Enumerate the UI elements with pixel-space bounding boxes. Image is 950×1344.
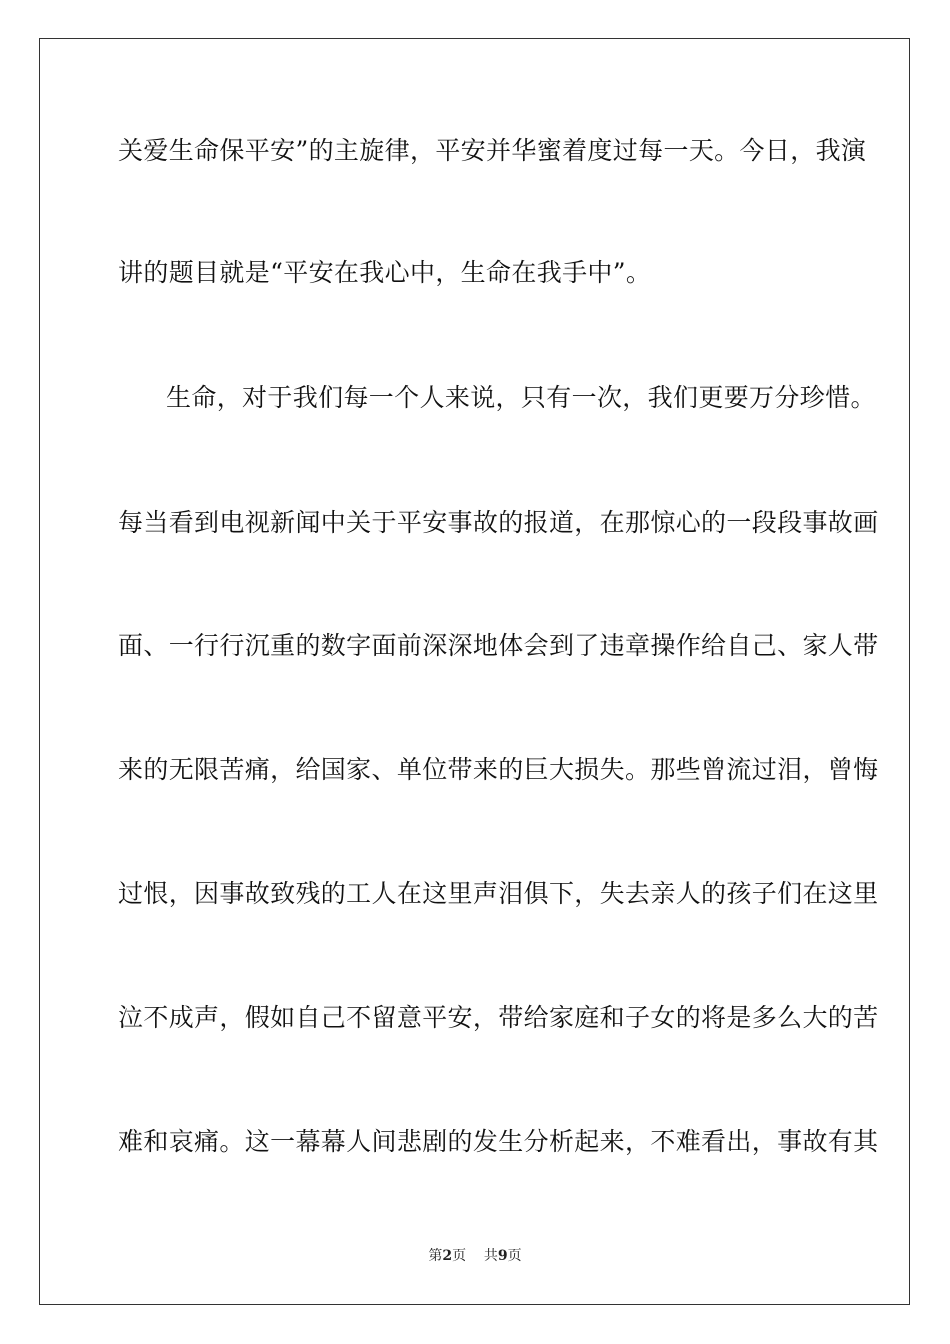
body-text-line: 关爱生命保平安”的主旋律，平安并华蜜着度过每一天。今日，我演 xyxy=(118,136,867,165)
body-text-line: 来的无限苦痛，给国家、单位带来的巨大损失。那些曾流过泪，曾悔 xyxy=(118,755,879,784)
body-text-line: 讲的题目就是“平安在我心中，生命在我手中”。 xyxy=(118,258,652,287)
total-suffix: 页 xyxy=(507,1248,522,1264)
body-text-line: 过恨，因事故致残的工人在这里声泪俱下，失去亲人的孩子们在这里 xyxy=(118,879,879,908)
page-suffix: 页 xyxy=(452,1248,467,1264)
total-prefix: 共 xyxy=(483,1248,498,1264)
body-text-line: 每当看到电视新闻中关于平安事故的报道，在那惊心的一段段事故画 xyxy=(118,508,879,537)
total-pages: 9 xyxy=(497,1248,508,1264)
page-prefix: 第 xyxy=(428,1248,443,1264)
body-text-line: 面、一行行沉重的数字面前深深地体会到了违章操作给自己、家人带 xyxy=(118,631,879,660)
page-border xyxy=(39,38,910,1305)
page-number: 2 xyxy=(442,1248,453,1264)
body-text-line: 生命，对于我们每一个人来说，只有一次，我们更要万分珍惜。 xyxy=(166,383,876,412)
body-text-line: 泣不成声，假如自己不留意平安，带给家庭和子女的将是多么大的苦 xyxy=(118,1003,879,1032)
body-text-line: 难和哀痛。这一幕幕人间悲剧的发生分析起来，不难看出，事故有其 xyxy=(118,1127,879,1156)
page-footer xyxy=(0,1247,950,1265)
